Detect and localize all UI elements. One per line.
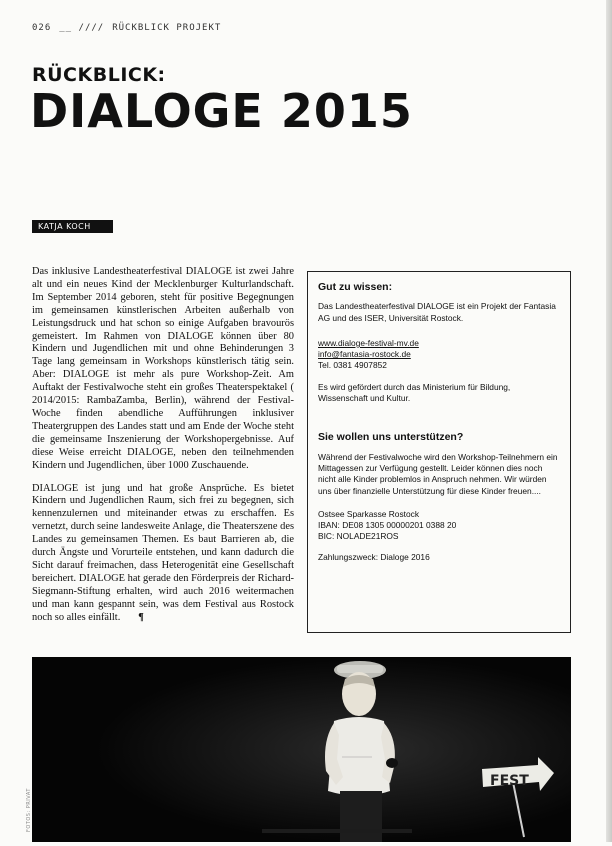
article-kicker: RÜCKBLICK: [32, 64, 166, 86]
article-body [32, 266, 294, 634]
article-paragraph: Das inklusive Landestheaterfestival DIALOGE ist zwei Jahre alt und ein neues Kind der Mecklenburger Kulturlandschaft. Im September 2014 geboren, steht für positive Begegnungen im gemeinsamen künstlerischen Arbeiten außerhalb von Leistungsdruck und hat schon so einige Aufgaben bravourös gemeistert. Im Rahmen von DIALOGE können über 80 Kindern und Jugendlichen mit und ohne Behinderungen 3 Tage lang gemeinsam in Workshops künstlerisch tätig sein. Aber: DIALOGE ist mehr als pure Workshop-Zeit. Am Auftakt der Festivalwoche steht ein großes Theaterspektakel ( 2014/2015: RambaZamba, Berlin), während der Festival-Woche finden abendliche Aufführungen inklusiver Theatergruppen des Landes statt und am Ende der Woche steht die gemeinsame Inszenierung der Workshopergebnisse. Auf diese Weise erreicht DIALOGE, neben den teilnehmenden Kindern und Jugendlichen, über 1000 Zuschauende. [32, 266, 294, 471]
article-title: DIALOGE 2015 [30, 84, 413, 138]
header-separator: __ //// [59, 23, 105, 33]
support-text: Während der Festivalwoche wird den Workshop-Teilnehmern ein Mittagessen zur Verfügung gestellt. Leider können dies noch nicht alle Kinder problemlos in Anspruch nehmen. Wir würden uns über finanzielle Unterstützung für diese Kinder freuen.... [318, 451, 558, 496]
info-box [307, 271, 571, 633]
sign-label: FEST [490, 773, 529, 789]
section-label: RÜCKBLICK PROJEKT [112, 23, 222, 33]
bank-bic: BIC: NOLADE21ROS [318, 531, 399, 542]
stage-photo [26, 657, 571, 842]
bank-iban: IBAN: DE08 1305 00000201 0388 20 [318, 520, 457, 531]
payment-purpose: Zahlungszweck: Dialoge 2016 [318, 551, 430, 562]
website-link[interactable]: www.dialoge-festival-mv.de [318, 337, 419, 348]
info-heading: Gut zu wissen: [318, 281, 393, 293]
article-paragraph: DIALOGE ist jung und hat große Ansprüche. Es bietet Kindern und Jugendlichen Raum, sich frei zu begegnen, sich kennenzulernen und miteinander etwas zu erschaffen. Es vernetzt, durch seine landesweite Anlage, die Theaterszene des Landes zu gemeinsamen Themen. Es baut Barrieren ab, die durch Ängste und Vorurteile entstehen, und kann dadurch die Sicht darauf freimachen, dass Heterogenität eine Gesellschaft bereichert. DIALOGE hat gerade den Förderpreis der Richard-Siegmann-Stiftung erhalten, wird auch 2016 weitermachen und man kann gespannt sein, was dem Festival aus Rostock noch so alles einfällt. ¶ [32, 482, 294, 623]
email-link[interactable]: info@fantasia-rostock.de [318, 349, 411, 360]
info-intro: Das Landestheaterfestival DIALOGE ist ein Projekt der Fantasia AG und des ISER, Universität Rostock. [318, 301, 556, 323]
page-header [32, 23, 221, 33]
funding-note: Es wird gefördert durch das Ministerium für Bildung, Wissenschaft und Kultur. [318, 381, 511, 404]
photo-credit: FOTOS: PRIVAT [26, 788, 32, 832]
end-mark: ¶ [138, 611, 144, 623]
phone-number: Tel. 0381 4907852 [318, 360, 387, 371]
next-page-edge [606, 0, 612, 842]
author-label: KATJA KOCH [32, 220, 113, 233]
bank-name: Ostsee Sparkasse Rostock [318, 508, 420, 519]
page-number: 026 [32, 23, 52, 33]
performer-illustration [32, 657, 571, 842]
support-heading: Sie wollen uns unterstützen? [318, 431, 464, 444]
